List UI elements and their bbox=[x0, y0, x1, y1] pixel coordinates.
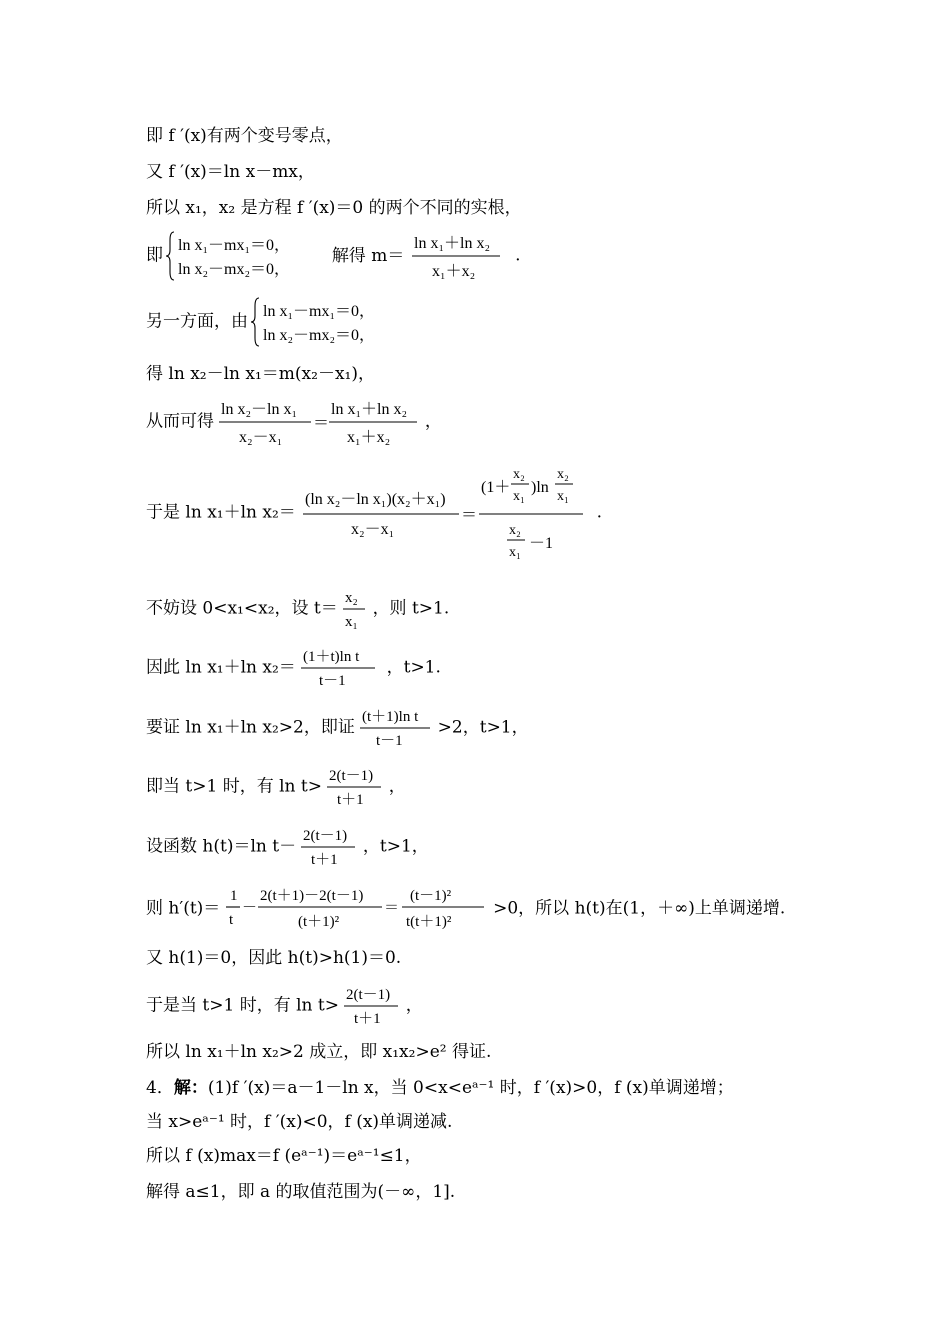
svg-text:(1＋t)ln t: (1＋t)ln t bbox=[303, 649, 360, 665]
fraction-10 bbox=[301, 645, 381, 691]
system-1-eq2: ln x₂－mx₂＝0， bbox=[178, 261, 291, 278]
svg-text:t＋1: t＋1 bbox=[354, 1011, 382, 1027]
derivative-expression bbox=[226, 884, 488, 934]
svg-text:2(t－1): 2(t－1) bbox=[346, 987, 391, 1003]
system-1-eq1: ln x₁－mx₁＝0， bbox=[178, 237, 291, 254]
fraction-16 bbox=[344, 983, 400, 1029]
svg-text:x₂: x₂ bbox=[509, 523, 522, 538]
text-line-8: 于是 ln x₁＋ln x₂＝ (ln x₂－ln x₁)(x₂＋x₁) x₂－x₁ ＝ (1＋ x₂ x₁ )ln x₂ x₁ x₂ x₁ －1 . bbox=[146, 458, 602, 568]
text-line-5 bbox=[146, 296, 403, 348]
system-2-eq2: ln x₂－mx₂＝0， bbox=[263, 327, 376, 344]
svg-text:t: t bbox=[228, 912, 233, 928]
line-1-text: 即 f ′(x)有两个变号零点， bbox=[146, 126, 343, 146]
line-2-text: 又 f ′(x)＝ln x－mx， bbox=[146, 162, 315, 182]
text-line-21 bbox=[146, 1184, 455, 1201]
line-4-solve: 解得 m＝ bbox=[331, 245, 405, 266]
svg-text:＝: ＝ bbox=[383, 900, 399, 916]
fraction-equality bbox=[219, 396, 419, 448]
line-3-text: 所以 x₁，x₂ 是方程 f ′(x)＝0 的两个不同的实根， bbox=[146, 198, 522, 218]
text-line-7: 从而可得 ln x₂－ln x₁ x₂－x₁ ＝ ln x₁＋ln x₂ x₁＋x₂ ， bbox=[146, 396, 442, 448]
svg-text:ln x₁＋ln x₂: ln x₁＋ln x₂ bbox=[331, 401, 408, 418]
equation-system-2 bbox=[253, 296, 403, 348]
svg-text:2(t－1): 2(t－1) bbox=[329, 768, 374, 784]
text-line-17 bbox=[146, 1044, 491, 1061]
line-4-prefix: 即 bbox=[146, 245, 163, 266]
line-10-a: 因此 ln x₁＋ln x₂＝ bbox=[146, 657, 296, 678]
svg-text:x₁: x₁ bbox=[345, 614, 358, 630]
line-12-b: ， bbox=[388, 776, 406, 797]
line-18-text: (1)f ′(x)＝a－1－ln x，当 0<x<eᵃ⁻¹ 时，f ′(x)>0，f (x)单调递增； bbox=[207, 1078, 734, 1098]
svg-text:t－1: t－1 bbox=[319, 673, 346, 689]
svg-text:t＋1: t＋1 bbox=[337, 792, 365, 808]
text-line-16 bbox=[146, 983, 423, 1029]
svg-text:t－1: t－1 bbox=[376, 733, 403, 749]
system-2-eq1: ln x₁－mx₁＝0， bbox=[263, 303, 376, 320]
svg-text:x₂－x₁: x₂－x₁ bbox=[239, 429, 283, 446]
line-11-a: 要证 ln x₁＋ln x₂>2，即证 bbox=[146, 717, 355, 738]
text-line-1 bbox=[146, 128, 343, 145]
svg-text:)ln: )ln bbox=[531, 479, 549, 496]
line-14-a: 则 h′(t)＝ bbox=[146, 898, 221, 919]
text-line-15 bbox=[146, 950, 401, 967]
svg-text:－: － bbox=[241, 900, 257, 916]
line-21-text: 解得 a≤1，即 a 的取值范围为(－∞，1]. bbox=[146, 1182, 456, 1202]
svg-text:2(t－1): 2(t－1) bbox=[303, 828, 348, 844]
line-13-a: 设函数 h(t)＝ln t－ bbox=[146, 836, 297, 857]
svg-text:x₂－x₁: x₂－x₁ bbox=[351, 521, 395, 538]
text-line-20 bbox=[146, 1148, 422, 1165]
svg-text:(t＋1)ln t: (t＋1)ln t bbox=[362, 709, 419, 725]
text-line-18 bbox=[146, 1080, 734, 1097]
svg-text:t＋1: t＋1 bbox=[311, 852, 339, 868]
fraction-11 bbox=[360, 705, 432, 751]
text-line-14 bbox=[146, 884, 785, 934]
line-12-a: 即当 t>1 时，有 ln t> bbox=[146, 776, 322, 797]
line-7-prefix: 从而可得 bbox=[146, 411, 214, 432]
text-line-10 bbox=[146, 645, 441, 691]
text-line-2 bbox=[146, 164, 315, 181]
fraction-13 bbox=[301, 824, 357, 870]
line-13-b: ，t>1， bbox=[362, 836, 429, 857]
line-11-b: >2，t>1， bbox=[437, 717, 529, 738]
line-9-a: 不妨设 0<x₁<x₂，设 t＝ bbox=[146, 598, 338, 619]
svg-text:(t－1)²: (t－1)² bbox=[409, 888, 451, 904]
svg-text:x₁: x₁ bbox=[557, 489, 570, 504]
fraction-t bbox=[343, 586, 367, 632]
svg-text:ln x₂－ln x₁: ln x₂－ln x₁ bbox=[221, 401, 298, 418]
svg-text:＝: ＝ bbox=[461, 507, 478, 524]
text-line-19 bbox=[146, 1114, 452, 1131]
line-6-text: 得 ln x₂－ln x₁＝m(x₂－x₁)， bbox=[146, 364, 375, 384]
text-line-6 bbox=[146, 366, 375, 383]
big-fraction bbox=[301, 458, 591, 568]
line-5-prefix: 另一方面，由 bbox=[146, 311, 248, 332]
svg-text:－1: －1 bbox=[529, 535, 554, 552]
svg-text:(t＋1)²: (t＋1)² bbox=[297, 914, 339, 930]
fraction-12 bbox=[327, 764, 383, 810]
line-16-b: ， bbox=[405, 995, 423, 1016]
problem-number: 4． bbox=[146, 1078, 174, 1098]
text-line-9 bbox=[146, 586, 449, 632]
svg-text:＝: ＝ bbox=[313, 415, 330, 432]
fraction-m bbox=[410, 230, 510, 282]
line-20-text: 所以 f (x)max＝f (eᵃ⁻¹)＝eᵃ⁻¹≤1， bbox=[146, 1146, 422, 1166]
fraction-m-numerator: ln x₁＋ln x₂ bbox=[413, 235, 490, 252]
svg-text:2(t＋1)－2(t－1): 2(t＋1)－2(t－1) bbox=[259, 888, 364, 904]
solution-label: 解： bbox=[173, 1078, 208, 1098]
svg-text:x₂: x₂ bbox=[513, 467, 526, 482]
line-15-text: 又 h(1)＝0，因此 h(t)>h(1)＝0. bbox=[146, 948, 402, 968]
line-9-b: ，则 t>1. bbox=[372, 598, 450, 619]
svg-text:x₁: x₁ bbox=[509, 545, 522, 560]
svg-text:t(t＋1)²: t(t＋1)² bbox=[405, 914, 452, 930]
svg-text:x₂: x₂ bbox=[345, 590, 358, 606]
svg-text:1: 1 bbox=[229, 888, 238, 904]
text-line-13 bbox=[146, 824, 429, 870]
svg-text:x₁: x₁ bbox=[513, 489, 526, 504]
equation-system-1 bbox=[168, 230, 318, 282]
text-line-4: 即 ln x₁－mx₁＝0， ln x₂－mx₂＝0， 解得 m＝ ln x₁＋ln x₂ x₁＋x₂ . bbox=[146, 230, 521, 282]
text-line-11 bbox=[146, 705, 529, 751]
svg-text:(ln x₂－ln x₁)(x₂＋x₁): (ln x₂－ln x₁)(x₂＋x₁) bbox=[305, 491, 446, 508]
text-line-3 bbox=[146, 200, 522, 217]
line-16-a: 于是当 t>1 时，有 ln t> bbox=[146, 995, 339, 1016]
svg-text:x₁＋x₂: x₁＋x₂ bbox=[347, 429, 391, 446]
line-14-b: >0，所以 h(t)在(1，＋∞)上单调递增. bbox=[493, 898, 786, 919]
text-line-12 bbox=[146, 764, 406, 810]
svg-text:(1＋: (1＋ bbox=[481, 479, 511, 496]
line-8-prefix: 于是 ln x₁＋ln x₂＝ bbox=[146, 502, 296, 523]
line-19-text: 当 x>eᵃ⁻¹ 时，f ′(x)<0，f (x)单调递减. bbox=[146, 1112, 453, 1132]
line-10-b: ，t>1. bbox=[386, 657, 441, 678]
line-17-text: 所以 ln x₁＋ln x₂>2 成立，即 x₁x₂>e² 得证. bbox=[146, 1042, 492, 1062]
svg-text:x₂: x₂ bbox=[557, 467, 570, 482]
fraction-m-denominator: x₁＋x₂ bbox=[431, 263, 475, 280]
